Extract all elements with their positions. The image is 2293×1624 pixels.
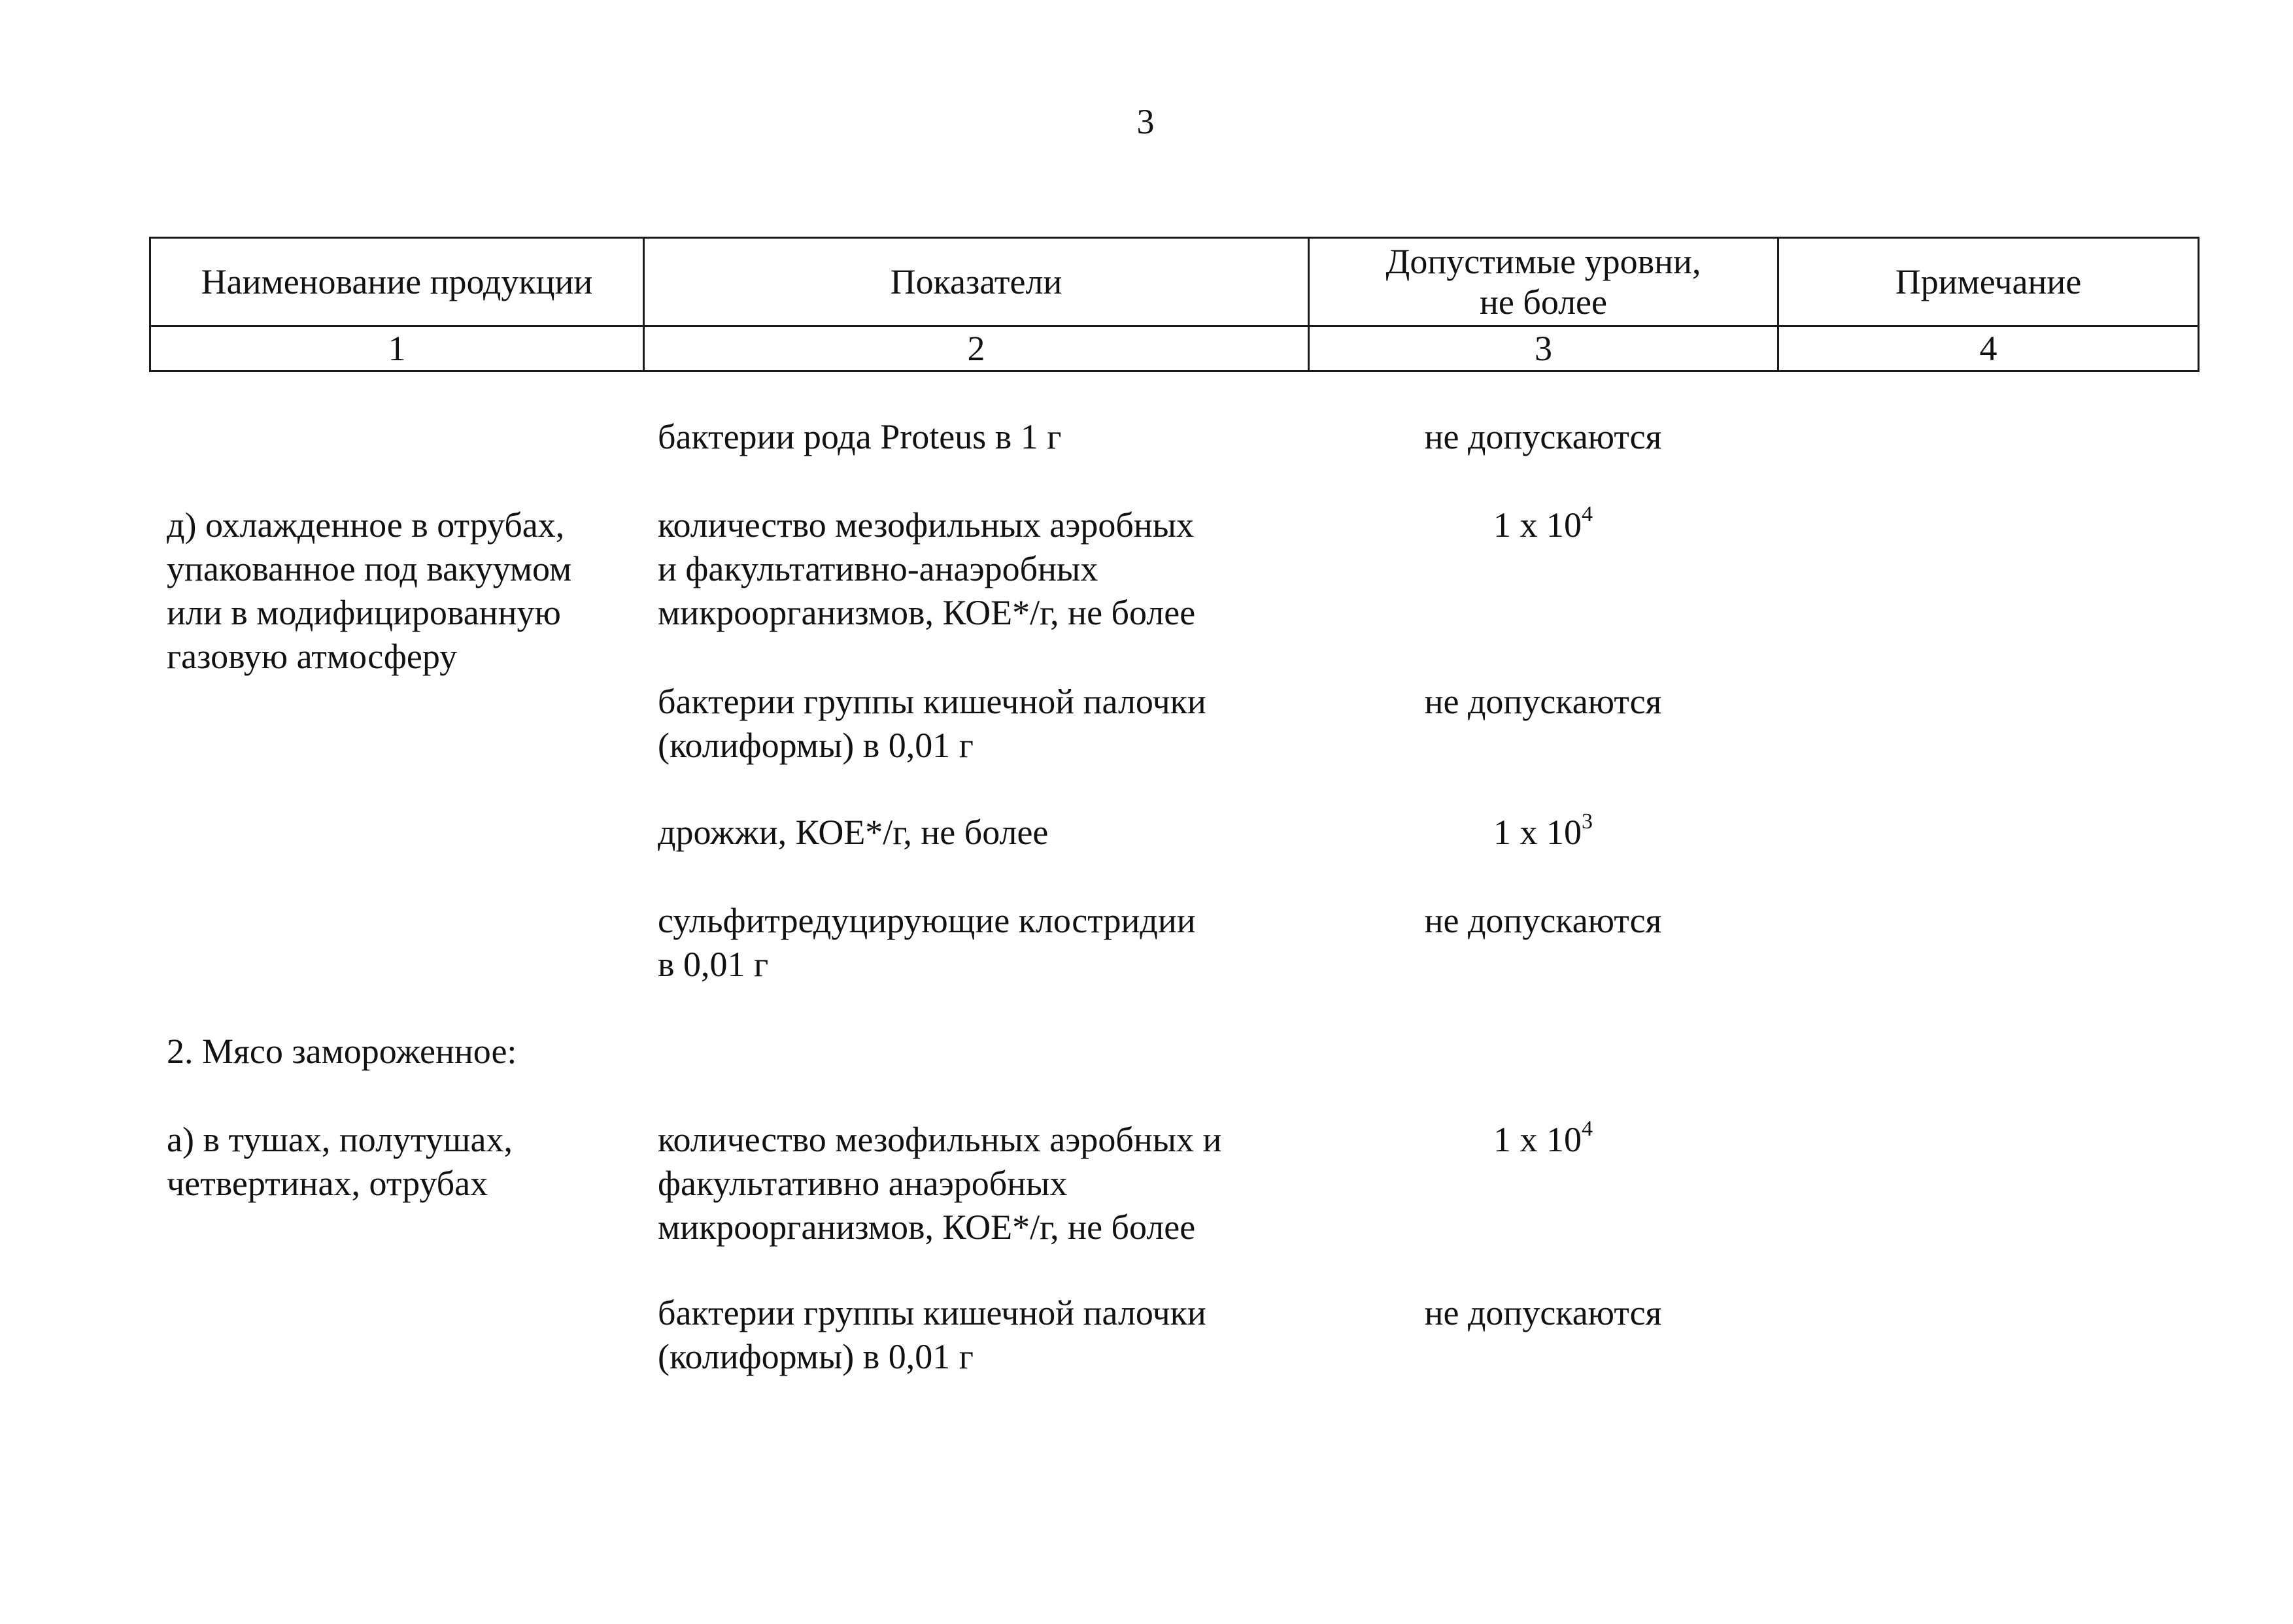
level-base: 1 x 10 xyxy=(1493,505,1582,545)
product-chilled-cuts: д) охлажденное в отрубах, упакованное под вакуумом или в модифицированную газовую атмосферу xyxy=(167,505,572,676)
indicator-mesophilic-1: количество мезофильных аэробных и факультативно-анаэробных микроорганизмов, КОЕ*/г, не более xyxy=(658,505,1196,632)
header-indicators: Показатели xyxy=(644,238,1309,326)
column-number-1: 1 xyxy=(150,326,644,371)
header-row xyxy=(150,238,2199,326)
level-exponent: 4 xyxy=(1582,502,1593,526)
header-permissible-levels: Допустимые уровни, не более xyxy=(1309,238,1778,326)
header-note: Примечание xyxy=(1778,238,2199,326)
indicator-yeasts: дрожжи, КОЕ*/г, не более xyxy=(658,813,1049,852)
level-exponent: 4 xyxy=(1582,1117,1593,1141)
indicator-proteus: бактерии рода Proteus в 1 г xyxy=(658,417,1062,456)
level-base: 1 x 10 xyxy=(1493,1120,1582,1159)
level-coliforms-2: не допускаются xyxy=(1424,1293,1662,1332)
level-yeasts xyxy=(1327,811,1759,854)
level-base: 1 x 10 xyxy=(1493,813,1582,852)
product-frozen-carcasses: а) в тушах, полутушах, четвертинах, отрубах xyxy=(167,1120,513,1203)
header-product-name: Наименование продукции xyxy=(150,238,644,326)
column-number-4: 4 xyxy=(1778,326,2199,371)
column-number-2: 2 xyxy=(644,326,1309,371)
table-header xyxy=(149,237,2200,372)
page-number: 3 xyxy=(1136,102,1155,141)
level-proteus: не допускаются xyxy=(1424,417,1662,456)
section-frozen-meat: 2. Мясо замороженное: xyxy=(167,1032,517,1071)
indicator-mesophilic-2: количество мезофильных аэробных и факультативно анаэробных микроорганизмов, КОЕ*/г, не более xyxy=(658,1120,1222,1247)
level-mesophilic-2 xyxy=(1327,1118,1759,1162)
level-mesophilic-1 xyxy=(1327,503,1759,547)
level-exponent: 3 xyxy=(1582,809,1593,834)
column-number-3: 3 xyxy=(1309,326,1778,371)
column-number-row xyxy=(150,326,2199,371)
indicator-coliforms-1: бактерии группы кишечной палочки (колиформы) в 0,01 г xyxy=(658,682,1206,765)
indicator-coliforms-2: бактерии группы кишечной палочки (колиформы) в 0,01 г xyxy=(658,1293,1206,1376)
level-clostridia: не допускаются xyxy=(1424,901,1662,940)
indicator-clostridia: сульфитредуцирующие клостридии в 0,01 г xyxy=(658,901,1196,984)
level-coliforms-1: не допускаются xyxy=(1424,682,1662,721)
